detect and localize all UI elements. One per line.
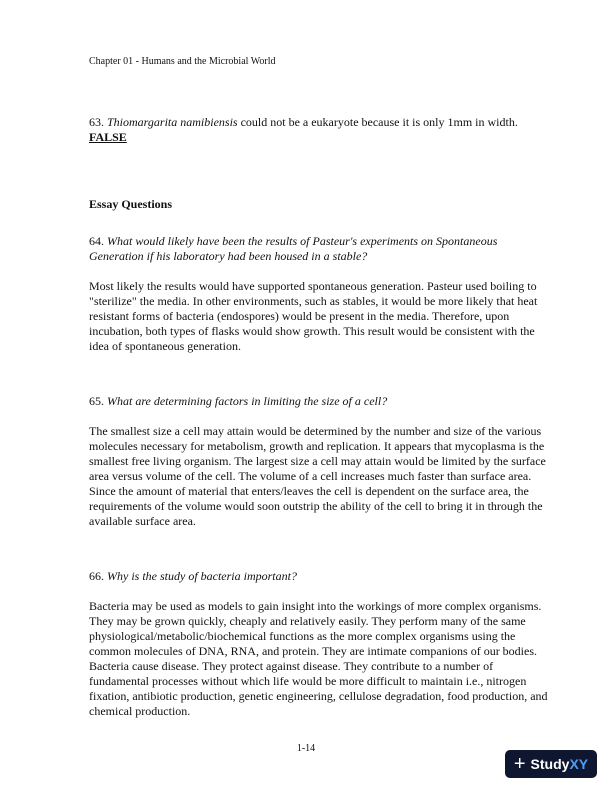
section-title: Essay Questions <box>89 197 173 211</box>
question-63-text: could not be a eukaryote because it is only 1mm in width. <box>237 115 518 129</box>
plus-icon: + <box>513 752 526 775</box>
question-64-answer: Most likely the results would have supported spontaneous generation. Pasteur used boiling to "sterilize" the media. In other environments, such as stables, it would be more likely that heat resistant forms of bacteria (endospores) would be present in the media. Therefore, upon incubation, both types of flasks would show growth. This result would be consistent with the idea of spontaneous generation. <box>89 279 538 353</box>
question-65-text: What are determining factors in limiting the size of a cell? <box>107 394 388 408</box>
question-63 <box>89 115 549 130</box>
studyxy-wordmark <box>531 757 589 771</box>
question-64-text: What would likely have been the results of Pasteur's experiments on Spontaneous Generation if his laboratory had been housed in a stable? <box>89 234 498 263</box>
question-63-species: Thiomargarita namibiensis <box>107 115 238 129</box>
question-63-answer: FALSE <box>89 130 127 144</box>
question-65 <box>89 394 549 409</box>
question-66-number: 66. <box>89 569 107 583</box>
page-number: 1-14 <box>296 743 316 754</box>
chapter-header: Chapter 01 - Humans and the Microbial World <box>89 56 276 67</box>
question-66 <box>89 569 549 584</box>
question-63-number: 63. <box>89 115 107 129</box>
question-65-answer: The smallest size a cell may attain would be determined by the number and size of the various molecules necessary for metabolism, growth and replication. It appears that mycoplasma is the smallest free living organism. The largest size a cell may attain would be limited by the surface area versus volume of the cell. The volume of a cell increases much faster than surface area. Since the amount of material that enters/leaves the cell is dependent on the surface area, the requirements of the volume would soon outstrip the ability of the cell to bring it in through the available surface area. <box>89 424 546 528</box>
question-65-number: 65. <box>89 394 107 408</box>
badge-study-text: Study <box>530 756 570 772</box>
studyxy-badge[interactable] <box>505 750 597 778</box>
question-66-text: Why is the study of bacteria important? <box>107 569 297 583</box>
question-66-answer: Bacteria may be used as models to gain insight into the workings of more complex organisms. They may be grown quickly, cheaply and relatively easily. They perform many of the same physiological/metabolic/biochemical functions as the more complex organisms using the common molecules of DNA, RNA, and protein. They are intimate companions of our bodies. Bacteria cause disease. They protect against disease. They contribute to a number of fundamental processes without which life would be more difficult to maintain i.e., nitrogen fixation, antibiotic production, genetic engineering, cellulose degradation, food production, and chemical production. <box>89 599 548 718</box>
question-64-number: 64. <box>89 234 107 248</box>
question-64 <box>89 234 549 264</box>
badge-xy-text: XY <box>569 756 589 772</box>
page-content <box>89 115 549 719</box>
